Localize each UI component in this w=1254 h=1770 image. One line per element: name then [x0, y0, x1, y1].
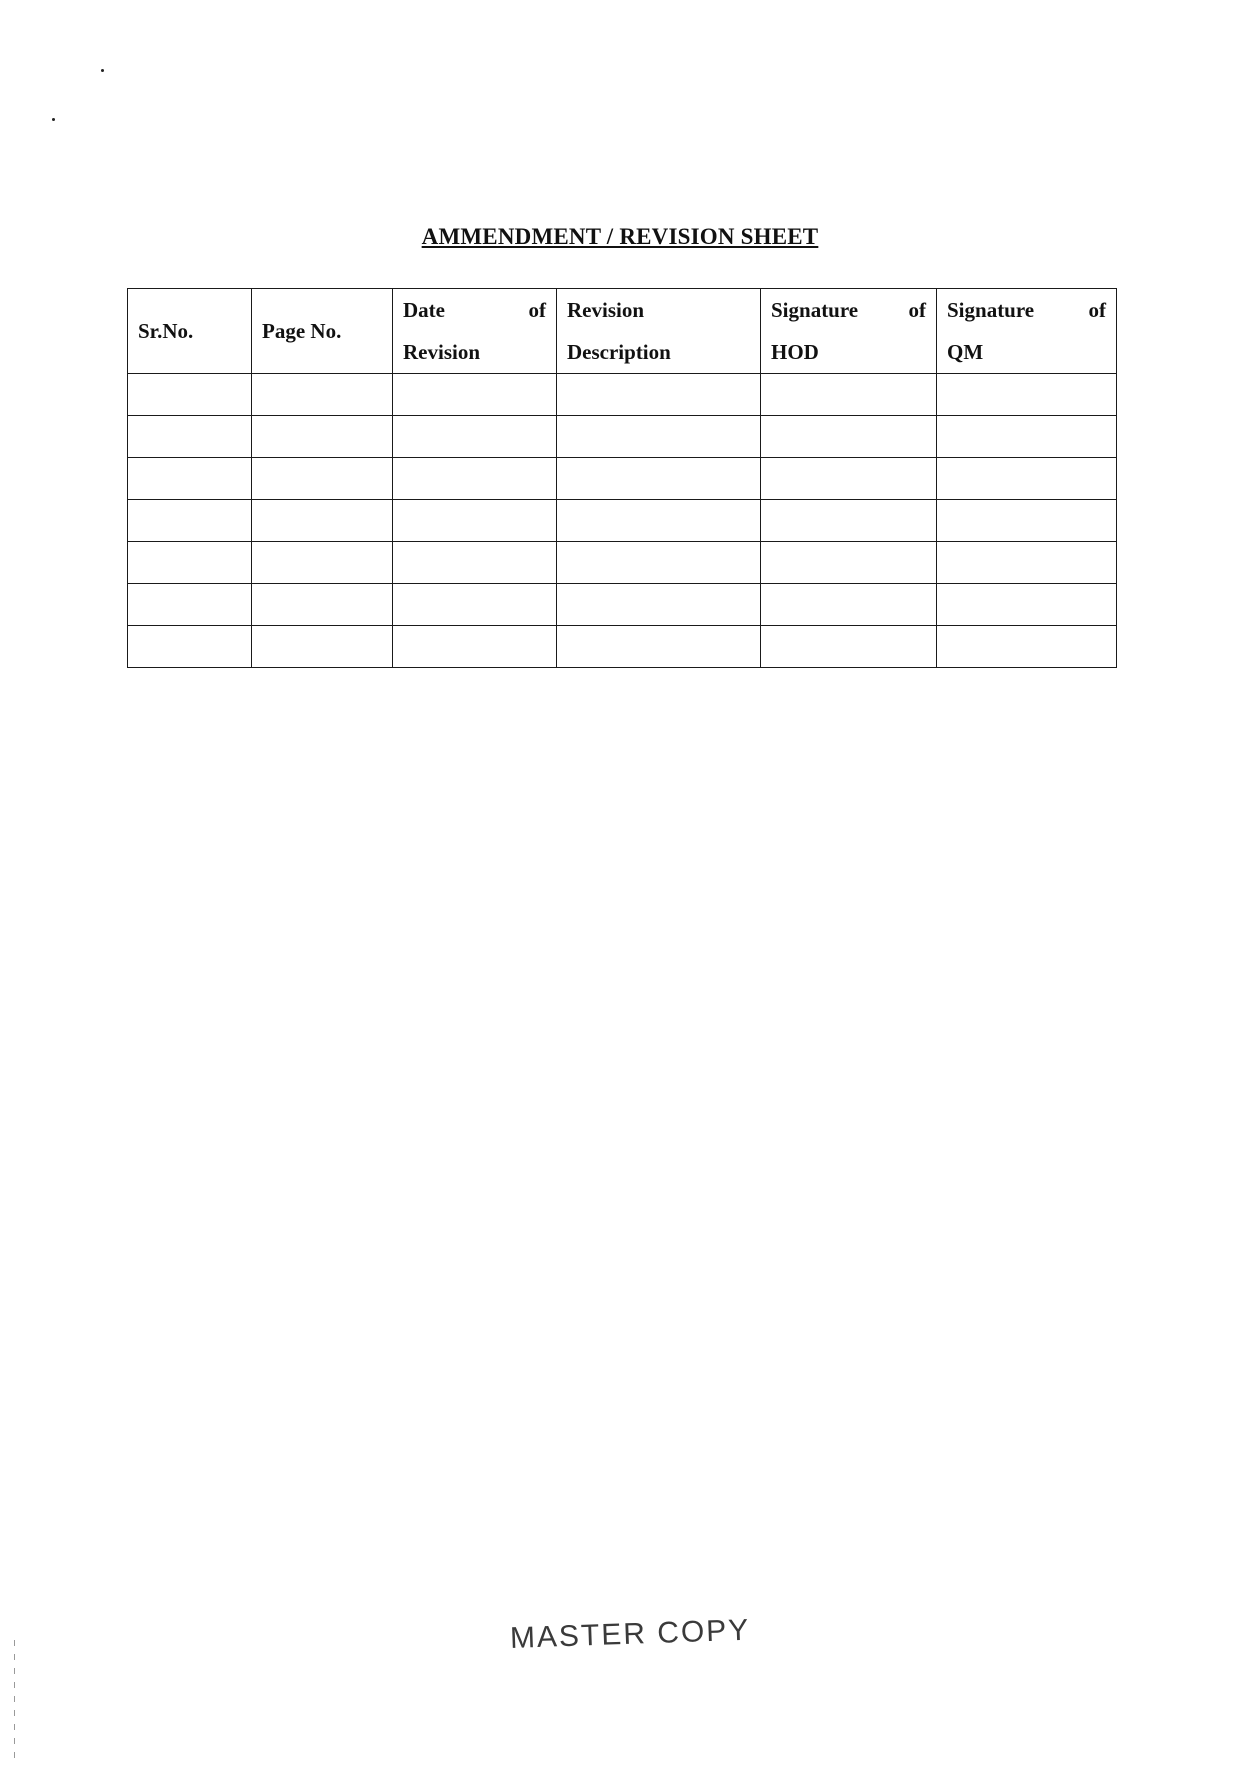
table-cell[interactable]	[761, 542, 937, 584]
table-cell[interactable]	[393, 626, 557, 668]
table-cell[interactable]	[557, 584, 761, 626]
table-cell[interactable]	[557, 374, 761, 416]
table-cell[interactable]	[937, 458, 1117, 500]
table-cell[interactable]	[761, 626, 937, 668]
table-cell[interactable]	[761, 584, 937, 626]
master-copy-stamp: MASTER COPY	[509, 1613, 751, 1655]
table-cell[interactable]	[252, 542, 393, 584]
table-row	[128, 374, 1117, 416]
scan-speck	[101, 69, 104, 72]
table-row	[128, 542, 1117, 584]
table-cell[interactable]	[252, 626, 393, 668]
table-cell[interactable]	[128, 458, 252, 500]
document-title: AMMENDMENT / REVISION SHEET	[421, 224, 819, 249]
table-cell[interactable]	[761, 416, 937, 458]
table-cell[interactable]	[252, 500, 393, 542]
table-cell[interactable]	[937, 374, 1117, 416]
header-signature-of-hod: Signature of HOD	[761, 289, 937, 374]
table-cell[interactable]	[128, 542, 252, 584]
table-cell[interactable]	[252, 458, 393, 500]
table-row	[128, 584, 1117, 626]
table-header-row	[128, 289, 1117, 374]
table-cell[interactable]	[252, 584, 393, 626]
table-cell[interactable]	[937, 542, 1117, 584]
table-row	[128, 500, 1117, 542]
table-cell[interactable]	[393, 500, 557, 542]
table-cell[interactable]	[937, 584, 1117, 626]
table-cell[interactable]	[937, 500, 1117, 542]
header-page-no: Page No.	[252, 289, 393, 374]
table-cell[interactable]	[937, 626, 1117, 668]
table-cell[interactable]	[557, 500, 761, 542]
table-cell[interactable]	[393, 584, 557, 626]
table-cell[interactable]	[761, 458, 937, 500]
table-cell[interactable]	[557, 416, 761, 458]
table-cell[interactable]	[393, 416, 557, 458]
table-row	[128, 416, 1117, 458]
table-cell[interactable]	[128, 416, 252, 458]
header-date-of-revision: Date of Revision	[393, 289, 557, 374]
table-cell[interactable]	[937, 416, 1117, 458]
table-cell[interactable]	[128, 626, 252, 668]
scan-speck	[52, 118, 55, 121]
table-row	[128, 458, 1117, 500]
table-cell[interactable]	[557, 458, 761, 500]
table-cell[interactable]	[128, 584, 252, 626]
table-cell[interactable]	[128, 500, 252, 542]
scan-edge-mark	[14, 1640, 15, 1760]
table-cell[interactable]	[128, 374, 252, 416]
table-cell[interactable]	[252, 416, 393, 458]
header-sr-no: Sr.No.	[128, 289, 252, 374]
table-cell[interactable]	[393, 458, 557, 500]
revision-table	[127, 288, 1117, 668]
header-revision-description: Revision Description	[557, 289, 761, 374]
table-cell[interactable]	[393, 374, 557, 416]
table-row	[128, 626, 1117, 668]
table-cell[interactable]	[252, 374, 393, 416]
table-cell[interactable]	[761, 500, 937, 542]
table-cell[interactable]	[557, 626, 761, 668]
table-cell[interactable]	[393, 542, 557, 584]
table-cell[interactable]	[557, 542, 761, 584]
header-signature-of-qm: Signature of QM	[937, 289, 1117, 374]
table-cell[interactable]	[761, 374, 937, 416]
